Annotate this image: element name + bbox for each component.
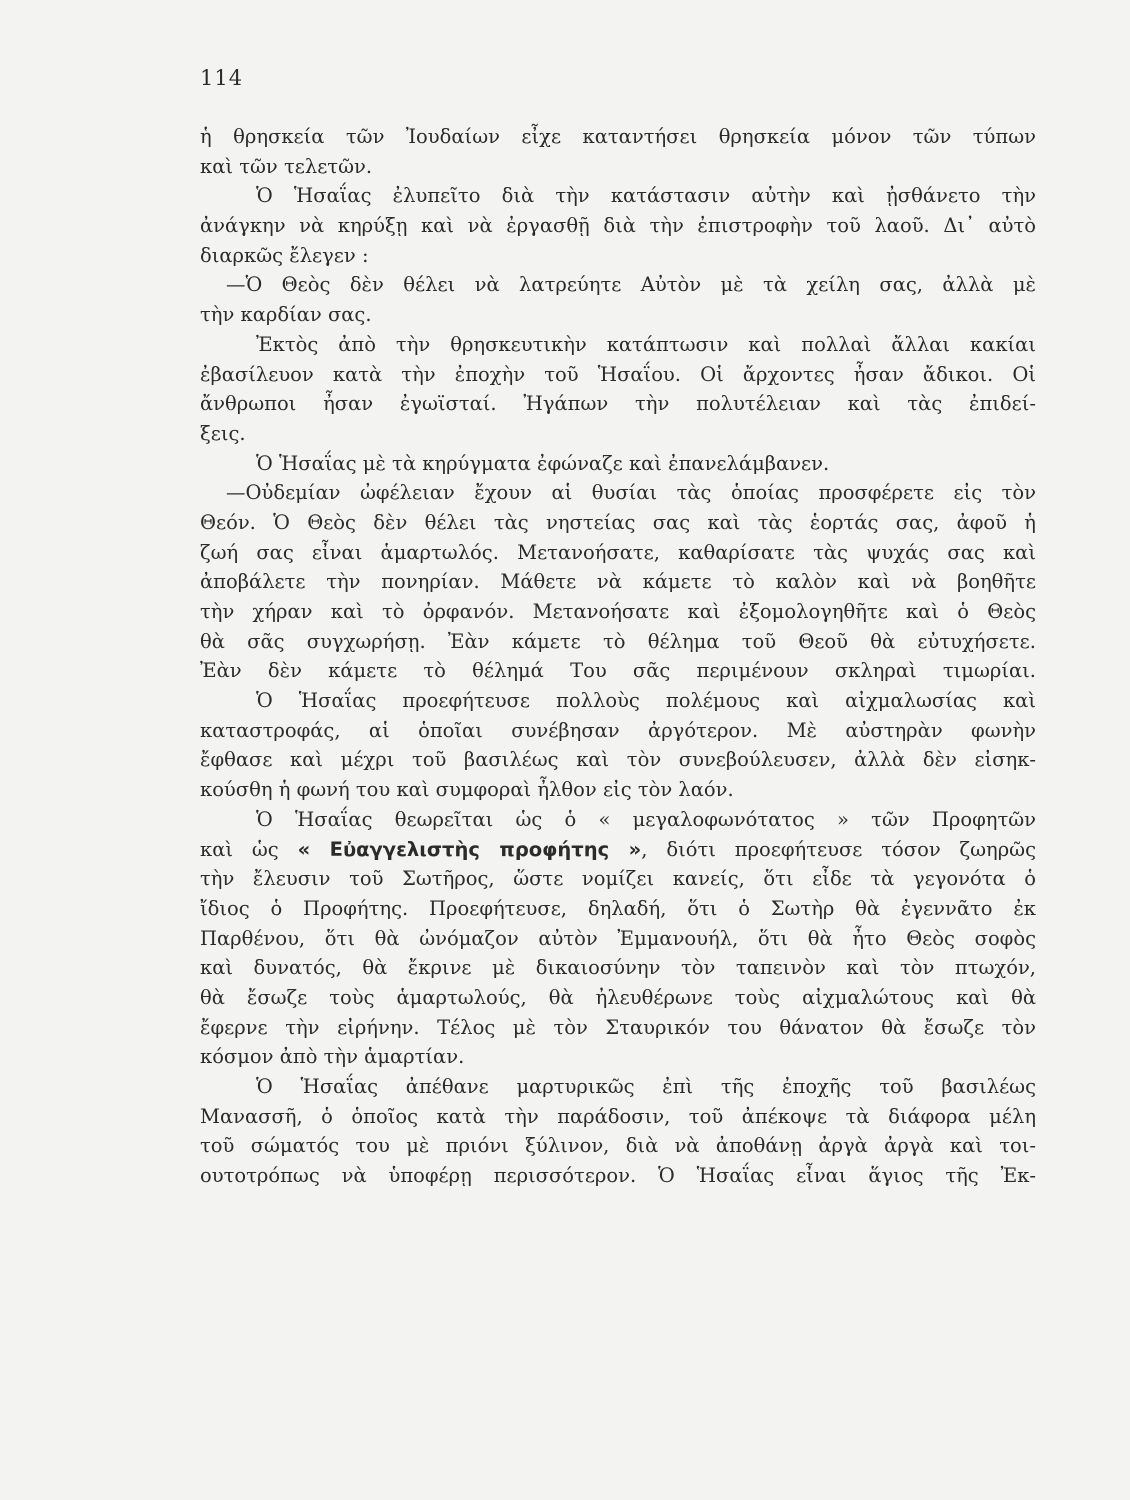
paragraph-start: Ὁ Ἡσαΐας προεφήτευσε πολλοὺς πολέμους καὶ αἰχμαλωσίας καὶ xyxy=(256,689,1036,713)
text-line-with-bold xyxy=(200,835,1036,865)
text-line: διαρκῶς ἔλεγεν : xyxy=(200,243,369,267)
text-line: ἔφερνε τὴν εἰρήνην. Τέλος μὲ τὸν Σταυρικόν του θάνατον θὰ ἔσωζε τὸν xyxy=(200,1015,1036,1039)
text-line: κούσθη ἡ φωνή του καὶ συμφοραὶ ἦλθον εἰς τὸν λαόν. xyxy=(200,778,734,802)
text-segment: , διότι προεφήτευσε τόσον ζωηρῶς xyxy=(641,837,1036,861)
text-line: καὶ τῶν τελετῶν. xyxy=(200,154,373,178)
text-line: ἴδιος ὁ Προφήτης. Προεφήτευσε, δηλαδή, ὅτι ὁ Σωτὴρ θὰ ἐγεννᾶτο ἐκ xyxy=(200,896,1036,920)
text-line: Παρθένου, ὅτι θὰ ὠνόμαζον αὐτὸν Ἐμμανουήλ, ὅτι θὰ ἦτο Θεὸς σοφὸς xyxy=(200,926,1036,950)
text-line: ουτοτρόπως νὰ ὑποφέρῃ περισσότερον. Ὁ Ἡσαΐας εἶναι ἅγιος τῆς Ἐκ- xyxy=(200,1164,1036,1188)
text-line: Ἐὰν δὲν κάμετε τὸ θέλημά Του σᾶς περιμένουν σκληραὶ τιμωρίαι. xyxy=(200,659,1036,683)
text-line: ἀνάγκην νὰ κηρύξῃ καὶ νὰ ἐργασθῇ διὰ τὴν ἐπιστροφὴν τοῦ λαοῦ. Δι᾽ αὐτὸ xyxy=(200,214,1036,238)
paragraph-start: Ὁ Ἡσαΐας ἐλυπεῖτο διὰ τὴν κατάστασιν αὐτὴν καὶ ᾐσθάνετο τὴν xyxy=(256,184,1036,208)
text-line: Μανασσῆ, ὁ ὁποῖος κατὰ τὴν παράδοσιν, τοῦ ἀπέκοψε τὰ διάφορα μέλη xyxy=(200,1104,1036,1128)
bold-phrase: « Εὐαγγελιστὴς προφήτης » xyxy=(297,837,642,861)
paragraph-start: Ὁ Ἡσαΐας ἀπέθανε μαρτυρικῶς ἐπὶ τῆς ἐποχῆς τοῦ βασιλέως xyxy=(256,1075,1036,1098)
text-line: καὶ δυνατός, θὰ ἔκρινε μὲ δικαιοσύνην τὸν ταπεινὸν καὶ τὸν πτωχόν, xyxy=(200,956,1036,980)
text-line: ἔφθασε καὶ μέχρι τοῦ βασιλέως καὶ τὸν συνεβούλευσεν, ἀλλὰ δὲν εἰσηκ- xyxy=(200,748,1036,772)
body-text xyxy=(200,122,1036,1191)
paragraph-start: Ἐκτὸς ἀπὸ τὴν θρησκευτικὴν κατάπτωσιν καὶ πολλαὶ ἄλλαι κακίαι xyxy=(256,332,1036,356)
quote-line: —Οὐδεμίαν ὠφέλειαν ἔχουν αἱ θυσίαι τὰς ὁποίας προσφέρετε εἰς τὸν xyxy=(226,481,1036,505)
text-line: καταστροφάς, αἱ ὁποῖαι συνέβησαν ἀργότερον. Μὲ αὐστηρὰν φωνὴν xyxy=(200,718,1036,742)
text-line: θὰ σᾶς συγχωρήσῃ. Ἐὰν κάμετε τὸ θέλημα τοῦ Θεοῦ θὰ εὐτυχήσετε. xyxy=(200,629,1036,653)
text-line: ἄνθρωποι ἦσαν ἐγωϊσταί. Ἠγάπων τὴν πολυτέλειαν καὶ τὰς ἐπιδεί- xyxy=(200,392,1036,416)
text-line: κόσμον ἀπὸ τὴν ἁμαρτίαν. xyxy=(200,1045,465,1069)
quote-line: —Ὁ Θεὸς δὲν θέλει νὰ λατρεύητε Αὐτὸν μὲ τὰ χείλη σας, ἀλλὰ μὲ xyxy=(226,273,1036,297)
text-line: ἡ θρησκεία τῶν Ἰουδαίων εἶχε καταντήσει θρησκεία μόνον τῶν τύπων xyxy=(200,125,1036,148)
text-line: ξεις. xyxy=(200,421,246,445)
text-line: θὰ ἔσωζε τοὺς ἁμαρτωλούς, θὰ ἠλευθέρωνε τοὺς αἰχμαλώτους καὶ θὰ xyxy=(200,985,1036,1009)
text-line: ζωή σας εἶναι ἁμαρτωλός. Μετανοήσατε, καθαρίσατε τὰς ψυχάς σας καὶ xyxy=(200,540,1036,564)
text-line: τὴν χήραν καὶ τὸ ὀρφανόν. Μετανοήσατε καὶ ἐξομολογηθῆτε καὶ ὁ Θεὸς xyxy=(200,600,1036,623)
text-line: ἐβασίλευον κατὰ τὴν ἐποχὴν τοῦ Ἡσαΐου. Οἱ ἄρχοντες ἦσαν ἄδικοι. Οἱ xyxy=(200,362,1036,386)
paragraph-start: Ὁ Ἡσαΐας θεωρεῖται ὡς ὁ « μεγαλοφωνότατος » τῶν Προφητῶν xyxy=(256,807,1036,831)
text-line: τοῦ σώματός του μὲ πριόνι ξύλινον, διὰ νὰ ἀποθάνῃ ἀργὰ ἀργὰ καὶ τοι- xyxy=(200,1134,1036,1158)
text-line: τὴν ἔλευσιν τοῦ Σωτῆρος, ὥστε νομίζει κανείς, ὅτι εἶδε τὰ γεγονότα ὁ xyxy=(200,867,1036,891)
text-line: ἀποβάλετε τὴν πονηρίαν. Μάθετε νὰ κάμετε τὸ καλὸν καὶ νὰ βοηθῆτε xyxy=(200,570,1036,594)
text-line: τὴν καρδίαν σας. xyxy=(200,303,372,327)
text-line: Θεόν. Ὁ Θεὸς δὲν θέλει τὰς νηστείας σας καὶ τὰς ἑορτάς σας, ἀφοῦ ἡ xyxy=(200,510,1036,534)
page-number: 114 xyxy=(200,66,244,90)
paragraph-start: Ὁ Ἡσαΐας μὲ τὰ κηρύγματα ἐφώναζε καὶ ἐπανελάμβανεν. xyxy=(256,451,830,475)
text-segment: καὶ ὡς xyxy=(200,837,298,861)
